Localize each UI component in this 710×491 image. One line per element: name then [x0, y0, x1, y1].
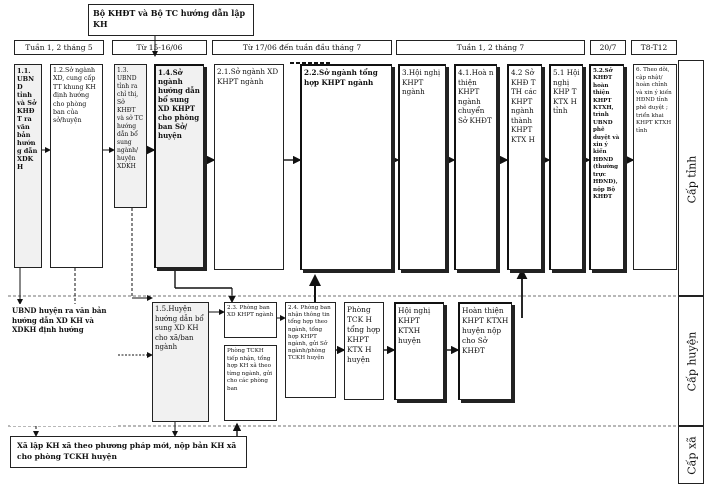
timeline-label: Từ 15-16/06 [136, 43, 183, 52]
step-2-2-box [300, 64, 392, 270]
timeline-label: 20/7 [599, 43, 617, 52]
step-1-3-box [114, 64, 147, 208]
step-2-1-text: 2.1.Sở ngành XD KHPT ngành [217, 67, 279, 86]
district-conference-box [394, 302, 444, 400]
district-finalize-box [458, 302, 512, 400]
step-1-2-box [50, 64, 103, 268]
step-1-5-box [152, 302, 209, 422]
title-text: Bộ KHĐT và Bộ TC hướng dẫn lập KH [93, 8, 246, 29]
step-6-box [633, 64, 677, 270]
step-1-4-box [154, 64, 204, 268]
district-tckh-receive-box [224, 345, 277, 421]
lane-label-commune: Cấp xã [685, 436, 699, 475]
step-5-2-text: 5.2.Sở KHĐT hoàn thiện KHPT KTXH, trình UBND phê duyệt và xin ý kiến HĐND (thường trực HĐND), nộp Bộ KHĐT [593, 68, 620, 200]
district-finalize-text: Hoàn thiện KHPT KTXH huyện nộp cho Sở KHĐT [462, 306, 509, 355]
lane-label-province: Cấp tỉnh [685, 155, 699, 204]
commune-plan-box [10, 436, 247, 468]
timeline-label: Từ 17/06 đến tuần đầu tháng 7 [242, 43, 362, 52]
step-2-3-text: 2.3. Phòng ban XD KHPT ngành [227, 305, 274, 319]
step-1-4-text: 1.4.Sở ngành hướng dẫn bổ sung XD KHPT cho phòng ban Sở/ huyện [158, 68, 200, 140]
district-ubnd-guidance [10, 304, 118, 426]
lane-label-district: Cấp huyện [685, 331, 699, 392]
commune-plan-text: Xã lập KH xã theo phương pháp mới, nộp bản KH xã cho phòng TCKH huyện [17, 441, 237, 461]
step-2-4-text: 2.4. Phòng ban nhận thông tin tổng hợp theo ngành, tổng hợp KHPT ngành, gửi Sở ngành/phòng TCKH huyện [288, 305, 331, 362]
district-tck-summary-box [344, 302, 384, 400]
step-2-1-box [214, 64, 284, 270]
district-conference-text: Hội nghị KHPT KTXH huyện [398, 306, 431, 345]
timeline-label: T8-T12 [640, 43, 668, 52]
district-ubnd-text: UBND huyện ra văn bản hướng dẫn XD KH và XDKH định hướng [12, 306, 107, 334]
step-4-2-text: 4.2 Sở KHĐ T TH các KHPT ngành thành KHPT KTX H [511, 68, 537, 144]
step-3-box [398, 64, 446, 270]
step-1-2-text: 1.2.Sở ngành XD, cung cấp TT khung KH định hướng cho phòng ban của sở/huyện [53, 67, 96, 125]
district-tckh-receive-text: Phòng TCKH tiếp nhận, tổng hợp KH xã theo từng ngành, gửi cho các phòng ban [227, 348, 273, 392]
step-2-4-box [285, 302, 336, 398]
district-tck-summary-text: Phòng TCK H tổng hợp KHPT KTX H huyện [347, 305, 381, 364]
step-1-3-text: 1.3. UBND tỉnh ra chỉ thị, Sở KHĐT và sở TC hướng dẫn bổ sung ngành/ huyện XDKH [117, 67, 144, 170]
step-4-1-text: 4.1.Hoà n thiện KHPT ngành chuyển Sở KHĐT [458, 68, 494, 125]
step-1-5-text: 1.5.Huyện hướng dẫn bổ sung XD KH cho xã/ban ngành [155, 305, 204, 351]
step-1-1-text: 1.1. UBND tỉnh và Sở KHĐ T ra văn bản hướng dẫn XDK H [17, 67, 38, 171]
step-1-1-box [14, 64, 42, 268]
step-5-1-text: 5.1 Hội nghị KHP T KTX H tỉnh [553, 68, 580, 115]
step-5-2-box [589, 64, 624, 270]
step-6-text: 6. Theo dõi, cập nhật/ hoàn chỉnh và xin ý kiến HĐND tỉnh phê duyệt ; triển khai KHPT KTXH tỉnh [636, 67, 672, 134]
step-5-1-box [549, 64, 583, 270]
step-4-2-box [507, 64, 542, 270]
timeline-label: Tuần 1, 2 tháng 5 [25, 43, 93, 52]
step-3-text: 3.Hội nghị KHPT ngành [402, 68, 441, 96]
step-2-2-text: 2.2.Sở ngành tổng hợp KHPT ngành [304, 68, 378, 87]
step-4-1-box [454, 64, 497, 270]
timeline-label: Tuần 1, 2 tháng 7 [456, 43, 525, 52]
step-2-3-box [224, 302, 277, 338]
